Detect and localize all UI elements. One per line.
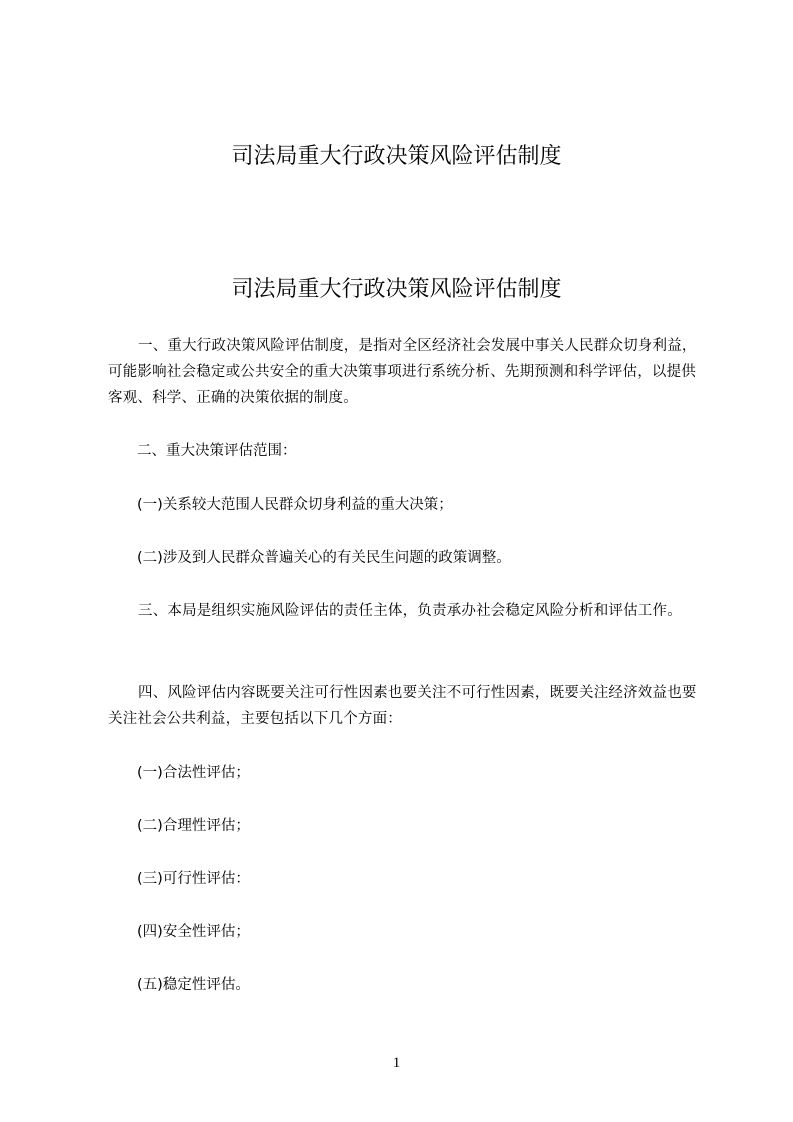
list-item-rationality: (二)合理性评估； (137, 818, 250, 834)
list-item-legality: (一)合法性评估； (137, 765, 250, 781)
list-item-feasibility: (三)可行性评估： (137, 871, 250, 887)
paragraph-assessment-content: 四、风险评估内容既要关注可行性因素也要关注不可行性因素，既要关注经济效益也要关注社会公共利益，主要包括以下几个方面： (108, 685, 697, 727)
paragraph-definition: 一、重大行政决策风险评估制度，是指对全区经济社会发展中事关人民群众切身利益，可能影响社会稳定或公共安全的重大决策事项进行系统分析、先期预测和科学评估，以提供客观、科学、正确的决策依据的制度。 (108, 338, 697, 406)
paragraph-responsibility: 三、本局是组织实施风险评估的责任主体，负责承办社会稳定风险分析和评估工作。 (138, 603, 682, 619)
list-item-safety: (四)安全性评估； (137, 924, 250, 940)
list-item-stability: (五)稳定性评估。 (137, 977, 250, 993)
paragraph-scope-heading: 二、重大决策评估范围： (137, 443, 297, 459)
document-title: 司法局重大行政决策风险评估制度 (231, 277, 562, 302)
list-item-scope-1: (一)关系较大范围人民群众切身利益的重大决策； (137, 497, 453, 513)
document-header-title: 司法局重大行政决策风险评估制度 (231, 144, 562, 169)
list-item-scope-2: (二)涉及到人民群众普遍关心的有关民生问题的政策调整。 (137, 550, 511, 566)
page-number: 1 (392, 1055, 401, 1071)
